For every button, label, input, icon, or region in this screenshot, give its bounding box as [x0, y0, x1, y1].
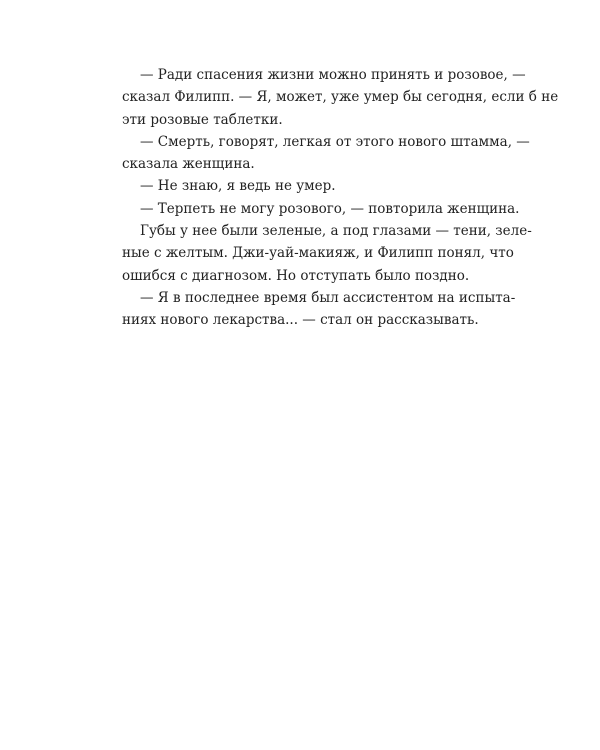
- text-line: сказал Филипп. — Я, может, уже умер бы сегодня, если б не: [122, 89, 559, 106]
- text-line: сказала женщина.: [122, 156, 255, 173]
- text-line: Губы у нее были зеленые, а под глазами — тени, зеле-: [140, 223, 532, 240]
- text-line: эти розовые таблетки.: [122, 111, 283, 128]
- text-line: ные с желтым. Джи-уай-макияж, и Филипп понял, что: [122, 245, 514, 262]
- text-line: — Не знаю, я ведь не умер.: [140, 178, 336, 195]
- text-line: ниях нового лекарства... — стал он рассказывать.: [122, 312, 479, 329]
- body-text: [122, 64, 559, 332]
- text-line: ошибся с диагнозом. Но отступать было поздно.: [122, 267, 470, 284]
- text-line: — Ради спасения жизни можно принять и розовое, —: [140, 67, 526, 83]
- text-line: — Смерть, говорят, легкая от этого нового штамма, —: [140, 133, 530, 150]
- text-line: — Терпеть не могу розового, — повторила женщина.: [140, 200, 520, 217]
- text-line: — Я в последнее время был ассистентом на испыта-: [140, 289, 516, 306]
